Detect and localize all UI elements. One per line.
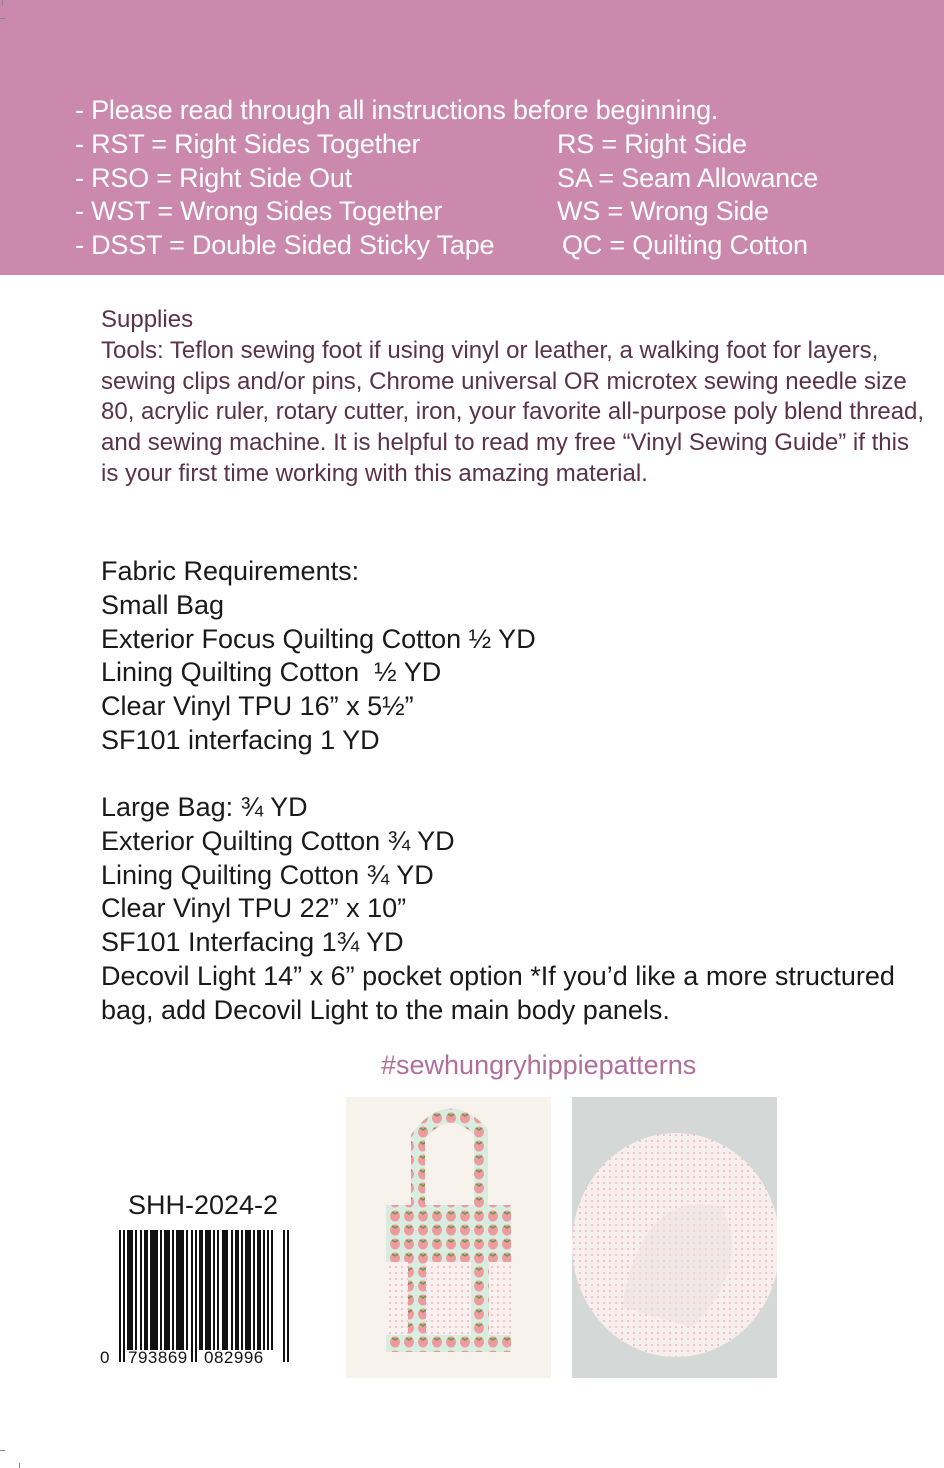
abbr-qc: QC = Quilting Cotton — [562, 230, 808, 260]
supplies-section — [101, 305, 931, 490]
header-banner — [0, 0, 944, 275]
fabric-heading: Fabric Requirements: — [101, 556, 360, 586]
crop-mark — [2, 0, 3, 6]
small-bag-item: Clear Vinyl TPU 16” x 5½” — [101, 691, 414, 722]
crop-mark — [0, 1450, 5, 1451]
barcode-left-digits: 793869 — [128, 1348, 188, 1367]
abbr-sa: SA = Seam Allowance — [557, 163, 819, 193]
crop-mark — [0, 18, 5, 19]
large-bag-item: SF101 Interfacing 1¾ YD — [101, 927, 404, 958]
hashtag: #sewhungryhippiepatterns — [381, 1050, 697, 1080]
intro-note: - Please read through all instructions before beginning. — [75, 95, 719, 125]
tote-bag-image — [346, 1097, 551, 1378]
large-bag-item: Clear Vinyl TPU 22” x 10” — [101, 893, 407, 924]
abbr-wst: - WST = Wrong Sides Together — [75, 196, 443, 226]
supplies-heading: Supplies — [101, 306, 194, 333]
small-bag-title: Small Bag — [101, 589, 225, 620]
large-bag-item: Exterior Quilting Cotton ¾ YD — [101, 825, 455, 856]
barcode-lead-digit: 0 — [100, 1348, 110, 1367]
abbr-rso: - RSO = Right Side Out — [75, 163, 352, 193]
large-bag-item: Lining Quilting Cotton ¾ YD — [101, 859, 434, 890]
tools-text: Tools: Teflon sewing foot if using vinyl or leather, a walking foot for layers, sewing clips and/or pins, Chrome universal OR microtex sewing needle size 80, acrylic ruler, rotary cutter, iron, your favorite all-purpose poly blend thread, and sewing machine. It is helpful to read my free “Vinyl Sewing Guide” if this is your first time working with this amazing material. — [101, 336, 925, 487]
product-sku: SHH-2024-2 — [128, 1190, 279, 1220]
large-bag-item: Decovil Light 14” x 6” pocket option *If you’d like a more structured bag, add Decovil Light to the main body panels. — [101, 960, 895, 1025]
small-bag-item: SF101 interfacing 1 YD — [101, 724, 380, 755]
barcode — [100, 1230, 292, 1370]
crop-mark — [19, 1463, 20, 1468]
fabric-requirements-large — [101, 791, 931, 1028]
large-bag-title: Large Bag: ¾ YD — [101, 792, 308, 822]
bag-interior-image — [572, 1097, 777, 1378]
abbr-rs: RS = Right Side — [557, 129, 747, 159]
small-bag-item: Exterior Focus Quilting Cotton ½ YD — [101, 623, 536, 654]
abbr-ws: WS = Wrong Side — [557, 196, 769, 226]
abbr-rst: - RST = Right Sides Together — [75, 129, 421, 159]
photo-tote-bag-interior — [572, 1097, 777, 1378]
barcode-right-digits: 082996 — [204, 1348, 264, 1367]
small-bag-item: Lining Quilting Cotton ½ YD — [101, 657, 442, 688]
abbr-dsst: - DSST = Double Sided Sticky Tape — [75, 230, 495, 260]
photo-tote-bag-exterior — [346, 1097, 551, 1378]
fabric-requirements-small — [101, 555, 931, 758]
